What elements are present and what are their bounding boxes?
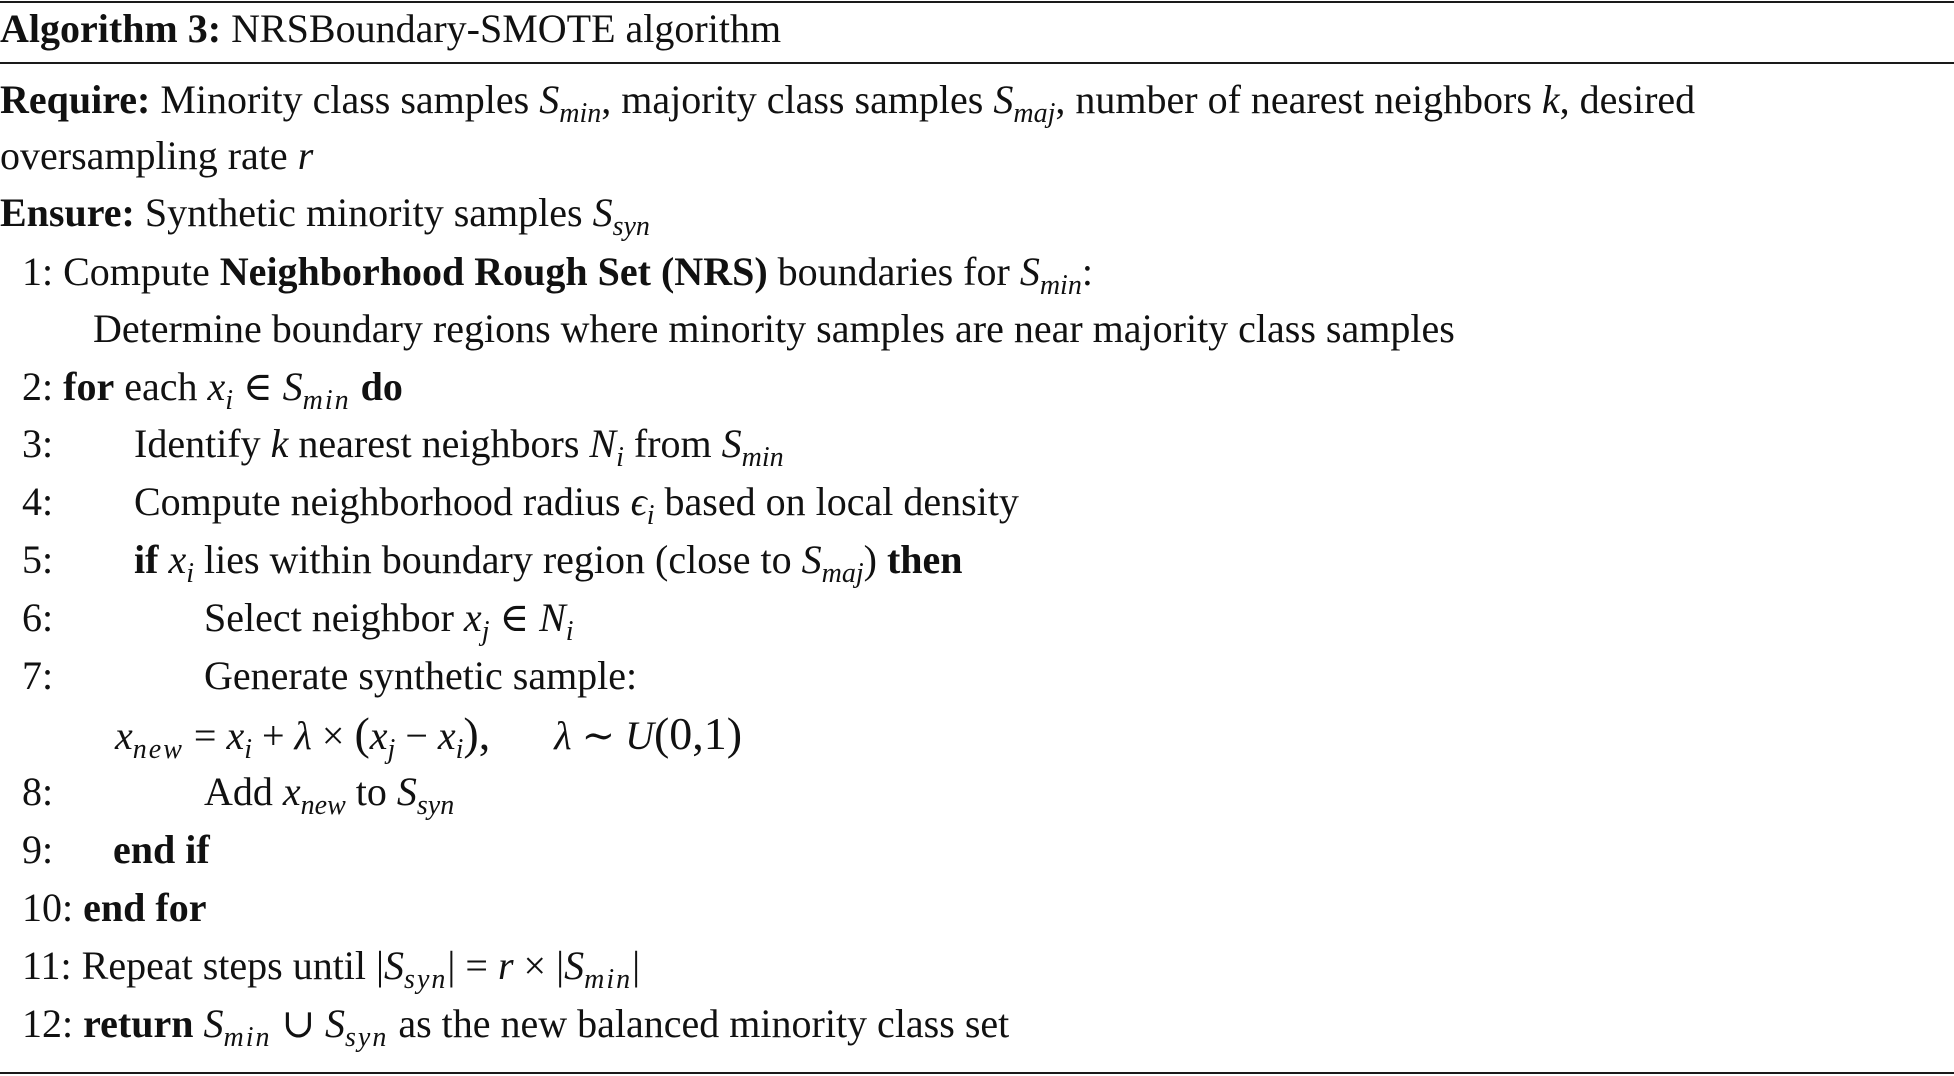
keyword-if: if — [134, 537, 159, 582]
keyword-end-if: end if — [113, 827, 210, 872]
step-text: ) — [863, 537, 877, 582]
step-3 — [22, 421, 784, 473]
x-new-subscript: new — [132, 734, 184, 765]
s-maj-symbol: S — [993, 77, 1014, 122]
uniform-args: (0,1) — [653, 708, 743, 759]
require-label: Require: — [0, 77, 151, 122]
step-2 — [22, 364, 403, 416]
line-number: 3: — [22, 421, 54, 466]
require-text: , number of nearest neighbors — [1055, 77, 1532, 122]
x-new-subscript: new — [300, 790, 346, 821]
keyword-do: do — [360, 364, 403, 409]
step-text: as the new balanced minority class set — [398, 1001, 1010, 1046]
step-12 — [22, 1001, 1010, 1053]
x-subscript: i — [186, 558, 194, 589]
synthetic-sample-equation — [115, 708, 743, 765]
s-min-subscript: min — [559, 98, 602, 129]
s-min-subscript: min — [1039, 270, 1082, 301]
step-text: each — [124, 364, 198, 409]
ensure-text: Synthetic minority samples — [144, 190, 583, 235]
x-i-subscript: i — [455, 734, 464, 765]
uniform-symbol: U — [625, 713, 654, 758]
lambda-symbol: λ — [294, 713, 312, 758]
line-number: 11: — [22, 943, 72, 988]
ensure-line — [0, 190, 650, 242]
step-11 — [22, 943, 641, 995]
s-min-symbol: S — [203, 1001, 224, 1046]
s-syn-subscript: syn — [345, 1022, 389, 1053]
step-1 — [22, 249, 1093, 301]
step-text: lies within boundary region (close to — [203, 537, 792, 582]
step-7 — [22, 653, 637, 699]
step-9 — [22, 827, 210, 873]
lambda-symbol: λ — [554, 713, 572, 758]
x-symbol: x — [168, 537, 187, 582]
step-text: | = — [447, 943, 488, 988]
top-rule — [0, 1, 1954, 3]
plus-symbol: + — [261, 713, 285, 758]
minus-symbol: − — [405, 713, 428, 758]
x-new-symbol: x — [282, 769, 301, 814]
keyword-then: then — [886, 537, 963, 582]
equals-symbol: = — [193, 713, 217, 758]
keyword-end-for: end for — [83, 885, 207, 930]
element-of-symbol: ∈ — [243, 364, 273, 409]
s-maj-subscript: maj — [821, 558, 864, 589]
s-syn-symbol: S — [396, 769, 417, 814]
x-i-subscript: i — [244, 734, 252, 765]
line-number: 4: — [22, 479, 54, 524]
require-text: Minority class samples — [160, 77, 530, 122]
distributed-as-symbol: ∼ — [581, 713, 616, 758]
algorithm-caption — [0, 6, 781, 52]
step-text: nearest neighbors — [298, 421, 580, 466]
step-4 — [22, 479, 1019, 531]
require-line-2 — [0, 133, 313, 179]
k-symbol: k — [1541, 77, 1560, 122]
s-syn-symbol: S — [592, 190, 613, 235]
s-maj-subscript: maj — [1013, 98, 1056, 129]
s-min-subscript: min — [302, 385, 351, 416]
step-6 — [22, 595, 574, 647]
x-j-subscript: j — [387, 734, 396, 765]
caption-label: Algorithm 3: — [0, 6, 222, 51]
epsilon-symbol: ϵ — [630, 479, 647, 524]
s-syn-symbol: S — [384, 943, 405, 988]
s-min-symbol: S — [564, 943, 585, 988]
union-symbol: ∪ — [281, 1001, 315, 1046]
line-number: 6: — [22, 595, 54, 640]
left-paren: ( — [354, 708, 370, 759]
bottom-rule — [0, 1072, 1954, 1074]
s-syn-symbol: S — [325, 1001, 345, 1046]
caption-title: NRSBoundary-SMOTE algorithm — [231, 6, 782, 51]
require-text: , majority class samples — [601, 77, 984, 122]
line-number: 10: — [22, 885, 74, 930]
step-text: × | — [523, 943, 565, 988]
ensure-label: Ensure: — [0, 190, 135, 235]
step-text: Determine boundary regions where minority samples are near majority class samples — [93, 306, 1455, 351]
element-of-symbol: ∈ — [499, 595, 530, 640]
line-number: 5: — [22, 537, 54, 582]
step-5 — [22, 537, 963, 589]
keyword-for: for — [63, 364, 115, 409]
line-number: 8: — [22, 769, 54, 814]
r-symbol: r — [297, 133, 314, 178]
times-symbol: × — [321, 713, 345, 758]
require-text: , desired — [1559, 77, 1696, 122]
require-line-1 — [0, 77, 1696, 129]
step-text: based on local density — [664, 479, 1019, 524]
s-syn-subscript: syn — [404, 964, 448, 995]
step-1-continuation — [93, 306, 1455, 352]
k-symbol: k — [270, 421, 289, 466]
epsilon-subscript: i — [646, 500, 655, 531]
line-number: 12: — [22, 1001, 74, 1046]
s-maj-symbol: S — [801, 537, 822, 582]
x-subscript: i — [225, 385, 234, 416]
step-text: Select neighbor — [204, 595, 454, 640]
x-i-symbol: x — [226, 713, 245, 758]
x-subscript: j — [481, 616, 490, 647]
s-syn-subscript: syn — [416, 790, 455, 821]
s-min-symbol: S — [1019, 249, 1040, 294]
s-min-symbol: S — [282, 364, 303, 409]
n-symbol: N — [539, 595, 566, 640]
s-min-symbol: S — [721, 421, 742, 466]
r-symbol: r — [497, 943, 514, 988]
keyword-return: return — [83, 1001, 194, 1046]
step-text: | — [632, 943, 641, 988]
n-symbol: N — [589, 421, 617, 466]
line-number: 1: — [22, 249, 54, 294]
x-i-symbol: x — [437, 713, 456, 758]
require-text: oversampling rate — [0, 133, 288, 178]
x-j-symbol: x — [369, 713, 388, 758]
x-symbol: x — [463, 595, 482, 640]
step-text: Compute — [63, 249, 210, 294]
line-number: 7: — [22, 653, 54, 698]
line-number: 9: — [22, 827, 54, 872]
right-paren: ), — [463, 708, 491, 759]
step-text: to — [355, 769, 387, 814]
x-symbol: x — [207, 364, 226, 409]
s-min-subscript: min — [223, 1022, 272, 1053]
step-text: Add — [204, 769, 273, 814]
step-text: Compute neighborhood radius — [134, 479, 621, 524]
step-text: Repeat steps until | — [81, 943, 385, 988]
n-subscript: i — [616, 442, 624, 473]
step-text: boundaries for — [777, 249, 1010, 294]
step-bold-text: Neighborhood Rough Set (NRS) — [219, 249, 768, 294]
caption-rule — [0, 62, 1954, 64]
n-subscript: i — [565, 616, 574, 647]
step-10 — [22, 885, 206, 931]
step-text: Identify — [134, 421, 261, 466]
step-8 — [22, 769, 455, 821]
s-syn-subscript: syn — [612, 211, 650, 242]
s-min-subscript: min — [584, 964, 633, 995]
s-min-subscript: min — [741, 442, 784, 473]
step-text: Generate synthetic sample: — [204, 653, 638, 698]
x-new-symbol: x — [115, 713, 133, 758]
step-text: : — [1081, 249, 1093, 294]
line-number: 2: — [22, 364, 54, 409]
s-min-symbol: S — [539, 77, 560, 122]
step-text: from — [633, 421, 712, 466]
